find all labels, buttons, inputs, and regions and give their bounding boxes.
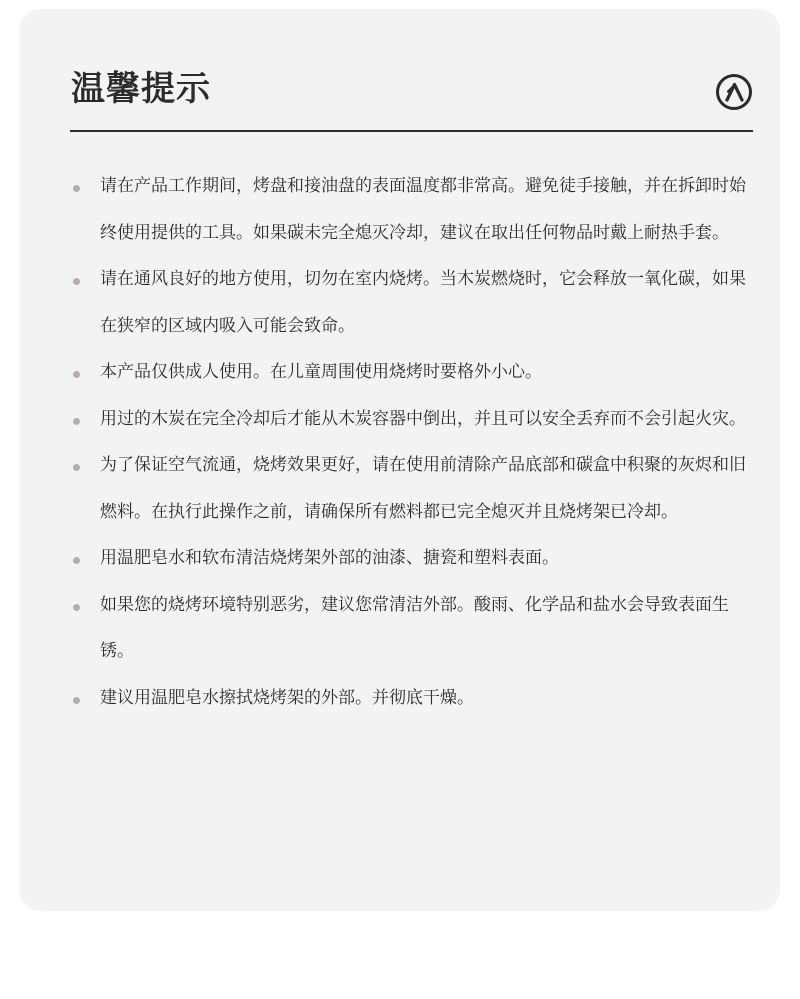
brand-logo-icon: [715, 73, 753, 111]
tip-item: [70, 582, 753, 675]
tip-item: [70, 396, 753, 443]
bullet-icon: [73, 697, 80, 704]
bullet-icon: [73, 278, 80, 285]
tip-text: 如果您的烧烤环境特别恶劣，建议您常清洁外部。酸雨、化学品和盐水会导致表面生锈。: [100, 594, 729, 661]
title-divider: [70, 130, 753, 132]
tip-text: 请在通风良好的地方使用，切勿在室内烧烤。当木炭燃烧时，它会释放一氧化碳，如果在狭窄的区域内吸入可能会致命。: [100, 269, 746, 336]
tip-item: [70, 349, 753, 396]
tip-item: [70, 163, 753, 256]
bullet-icon: [73, 185, 80, 192]
tip-item: [70, 256, 753, 349]
tip-text: 用温肥皂水和软布清洁烧烤架外部的油漆、搪瓷和塑料表面。: [100, 548, 559, 568]
bullet-icon: [73, 418, 80, 425]
bullet-icon: [73, 604, 80, 611]
bullet-icon: [73, 371, 80, 378]
tip-text: 建议用温肥皂水擦拭烧烤架的外部。并彻底干燥。: [100, 687, 474, 708]
tip-item: [70, 675, 753, 722]
tip-item: [70, 442, 753, 535]
tip-text: 为了保证空气流通，烧烤效果更好，请在使用前清除产品底部和碳盒中积聚的灰烬和旧燃料。在执行此操作之前，请确保所有燃料都已完全熄灭并且烧烤架已冷却。: [100, 455, 746, 522]
tip-text: 请在产品工作期间，烤盘和接油盘的表面温度都非常高。避免徒手接触，并在拆卸时始终使用提供的工具。如果碳未完全熄灭冷却，建议在取出任何物品时戴上耐热手套。: [100, 176, 746, 243]
tips-list: [70, 163, 753, 721]
page-title: 温馨提示: [71, 69, 211, 109]
tip-item: [70, 535, 753, 582]
tip-text: 本产品仅供成人使用。在儿童周围使用烧烤时要格外小心。: [100, 362, 542, 382]
tip-text: 用过的木炭在完全冷却后才能从木炭容器中倒出，并且可以安全丢弃而不会引起火灾。: [100, 408, 746, 429]
bullet-icon: [73, 557, 80, 564]
tips-card: [19, 9, 780, 911]
bullet-icon: [73, 464, 80, 471]
